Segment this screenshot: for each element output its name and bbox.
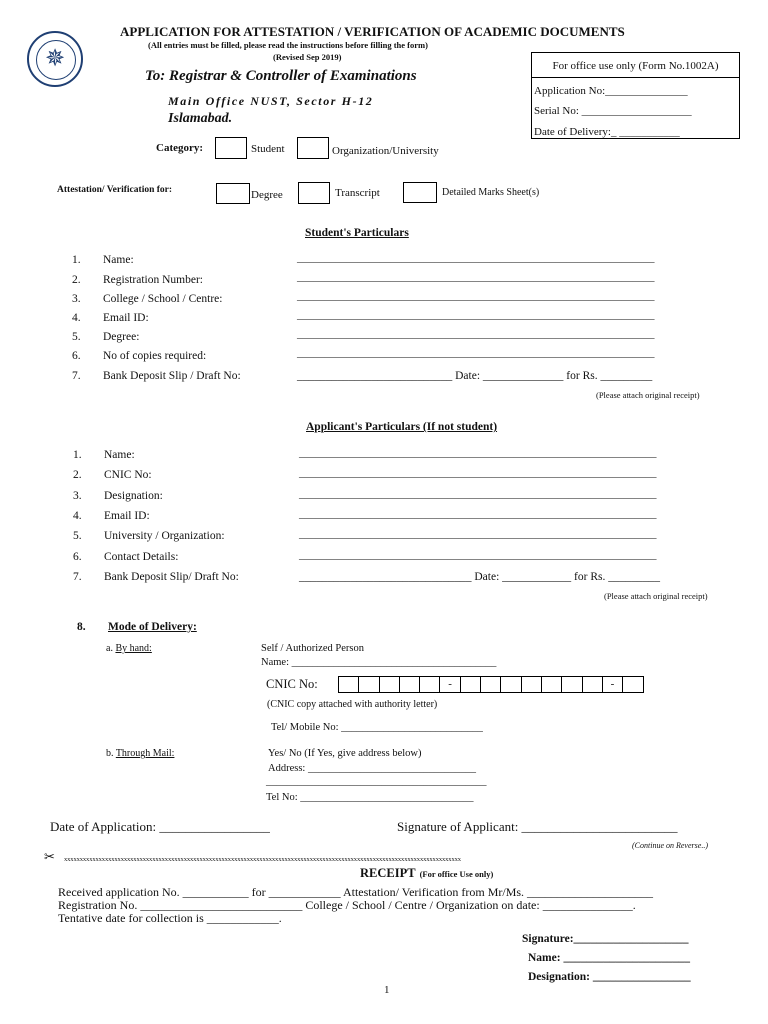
authorized-name-field[interactable]: Name: _______________________________________	[261, 657, 497, 668]
cnic-digit-cell[interactable]	[583, 677, 603, 692]
student-particulars-heading: Student's Particulars	[305, 227, 409, 239]
applicant-item-number: 7.	[73, 571, 82, 583]
addressee: To: Registrar & Controller of Examinations	[145, 68, 417, 84]
applicant-organization-label: University / Organization:	[104, 530, 225, 542]
student-item-number: 5.	[72, 331, 81, 343]
cnic-digit-cell[interactable]	[380, 677, 400, 692]
applicant-organization-field[interactable]: _________________________________________________________________	[299, 528, 657, 540]
office-city: Islamabad.	[168, 111, 233, 126]
student-name-label: Name:	[103, 254, 134, 266]
attestation-degree-label: Degree	[251, 189, 283, 201]
student-registration-label: Registration Number:	[103, 274, 203, 286]
serial-no-field: Serial No: ____________________	[534, 105, 692, 117]
cnic-copy-note: (CNIC copy attached with authority letter)	[267, 699, 438, 710]
category-organization-label: Organization/University	[332, 145, 439, 157]
student-college-field[interactable]: _________________________________________________________________	[297, 290, 655, 302]
attestation-marks-sheet-checkbox[interactable]	[403, 182, 437, 203]
student-item-number: 4.	[72, 312, 81, 324]
receipt-signature: Signature:____________________	[522, 933, 689, 945]
cnic-digit-cell[interactable]	[562, 677, 582, 692]
tel-mobile-field[interactable]: Tel/ Mobile No: ___________________________	[271, 722, 483, 733]
student-email-label: Email ID:	[103, 312, 149, 324]
mail-address-line-2[interactable]: __________________________________________	[266, 776, 487, 787]
applicant-name-field[interactable]: _________________________________________________________________	[299, 447, 657, 459]
applicant-particulars-heading: Applicant's Particulars (If not student)	[306, 421, 498, 433]
cnic-digit-cell[interactable]	[420, 677, 440, 692]
logo-emblem-icon: ✵	[44, 44, 66, 72]
continue-note: (Continue on Reverse..)	[632, 841, 708, 850]
applicant-cnic-field[interactable]: _________________________________________________________________	[299, 467, 657, 479]
student-copies-field[interactable]: _________________________________________________________________	[297, 347, 655, 359]
office-address: Main Office NUST, Sector H-12	[168, 94, 374, 108]
student-item-number: 7.	[72, 370, 81, 382]
through-mail-label: b. Through Mail:	[106, 748, 175, 759]
student-receipt-note: (Please attach original receipt)	[596, 390, 700, 400]
applicant-item-number: 4.	[73, 510, 82, 522]
mail-yes-no-option[interactable]: Yes/ No (If Yes, give address below)	[268, 748, 422, 759]
student-item-number: 1.	[72, 254, 81, 266]
delivery-item-number: 8.	[77, 621, 86, 633]
scissors-icon: ✂	[44, 850, 55, 865]
receipt-designation: Designation: _________________	[528, 971, 691, 983]
cnic-digit-cell[interactable]	[339, 677, 359, 692]
student-name-field[interactable]: _________________________________________________________________	[297, 252, 655, 264]
nust-logo	[27, 31, 83, 87]
student-copies-label: No of copies required:	[103, 350, 207, 362]
by-hand-label: a. By hand:	[106, 643, 152, 654]
applicant-email-field[interactable]: _________________________________________________________________	[299, 508, 657, 520]
cnic-digit-cell[interactable]	[522, 677, 542, 692]
category-organization-checkbox[interactable]	[297, 137, 329, 159]
cut-line: xxxxxxxxxxxxxxxxxxxxxxxxxxxxxxxxxxxxxxxxxxxxxxxxxxxxxxxxxxxxxxxxxxxxxxxxxxxxxxxxxxxxxxxxxxxxxxxxxxxxxxxxxxxxxxxxxxxxxxxxxxxxxx	[64, 856, 461, 863]
mail-tel-field[interactable]: Tel No: _________________________________	[266, 792, 474, 803]
cnic-dash-cell: -	[440, 677, 460, 692]
office-use-heading: For office use only (Form No.1002A)	[532, 53, 739, 78]
applicant-contact-label: Contact Details:	[104, 551, 179, 563]
receipt-line-1: Received application No. ___________ for ____________ Attestation/ Verification from Mr/Ms. _____________________	[58, 885, 654, 899]
cnic-digit-cell[interactable]	[359, 677, 379, 692]
cnic-digit-cell[interactable]	[481, 677, 501, 692]
cnic-input-grid[interactable]	[338, 676, 644, 693]
cnic-digit-cell[interactable]	[400, 677, 420, 692]
date-of-delivery-field: Date of Delivery:_ ___________	[534, 126, 680, 138]
cnic-digit-cell[interactable]	[461, 677, 481, 692]
cnic-label: CNIC No:	[266, 677, 318, 691]
attestation-transcript-checkbox[interactable]	[298, 182, 330, 204]
applicant-bank-deposit-field[interactable]: ______________________________ Date: ____________ for Rs. _________	[299, 571, 660, 583]
applicant-cnic-label: CNIC No:	[104, 469, 152, 481]
receipt-line-3: Tentative date for collection is ____________.	[58, 911, 282, 925]
cnic-digit-cell[interactable]	[623, 677, 643, 692]
student-item-number: 3.	[72, 293, 81, 305]
office-use-box	[531, 52, 740, 139]
form-title: APPLICATION FOR ATTESTATION / VERIFICATION OF ACADEMIC DOCUMENTS	[120, 24, 625, 39]
receipt-name: Name: ______________________	[528, 952, 690, 964]
date-of-application-field[interactable]: Date of Application: _________________	[50, 819, 270, 834]
self-authorized-option[interactable]: Self / Authorized Person	[261, 643, 364, 654]
applicant-designation-label: Designation:	[104, 490, 163, 502]
category-student-checkbox[interactable]	[215, 137, 247, 159]
attestation-degree-checkbox[interactable]	[216, 183, 250, 204]
applicant-receipt-note: (Please attach original receipt)	[604, 591, 708, 601]
applicant-name-label: Name:	[104, 449, 135, 461]
attestation-label: Attestation/ Verification for:	[57, 185, 173, 195]
applicant-item-number: 2.	[73, 469, 82, 481]
category-student-label: Student	[251, 143, 285, 155]
applicant-item-number: 5.	[73, 530, 82, 542]
attestation-transcript-label: Transcript	[335, 187, 380, 199]
applicant-item-number: 6.	[73, 551, 82, 563]
cnic-digit-cell[interactable]	[501, 677, 521, 692]
cnic-digit-cell[interactable]	[542, 677, 562, 692]
student-degree-field[interactable]: _________________________________________________________________	[297, 328, 655, 340]
student-item-number: 2.	[72, 274, 81, 286]
page-number: 1	[384, 984, 390, 996]
delivery-heading: Mode of Delivery:	[108, 621, 197, 633]
receipt-line-2: Registration No. ___________________________ College / School / Centre / Organization on date: _______________.	[58, 898, 636, 912]
attestation-marks-sheet-label: Detailed Marks Sheet(s)	[442, 187, 540, 198]
applicant-bank-deposit-label: Bank Deposit Slip/ Draft No:	[104, 571, 239, 583]
instructions-note: (All entries must be filled, please read the instructions before filling the form)	[148, 40, 428, 50]
application-no-field: Application No:_______________	[534, 85, 688, 97]
category-label: Category:	[156, 142, 204, 154]
applicant-contact-field[interactable]: _________________________________________________________________	[299, 549, 657, 561]
applicant-item-number: 3.	[73, 490, 82, 502]
student-registration-field[interactable]: _________________________________________________________________	[297, 271, 655, 283]
student-item-number: 6.	[72, 350, 81, 362]
cnic-dash-cell: -	[603, 677, 623, 692]
student-degree-label: Degree:	[103, 331, 140, 343]
student-email-field[interactable]: _________________________________________________________________	[297, 309, 655, 321]
signature-of-applicant-field[interactable]: Signature of Applicant: ________________________	[397, 819, 678, 834]
revision-note: (Revised Sep 2019)	[273, 52, 342, 62]
student-bank-deposit-label: Bank Deposit Slip / Draft No:	[103, 370, 241, 382]
applicant-item-number: 1.	[73, 449, 82, 461]
student-college-label: College / School / Centre:	[103, 293, 223, 305]
applicant-designation-field[interactable]: _________________________________________________________________	[299, 488, 657, 500]
student-bank-deposit-field[interactable]: ___________________________ Date: ______________ for Rs. _________	[297, 370, 653, 382]
receipt-heading: RECEIPT (For office Use only)	[360, 866, 494, 880]
applicant-email-label: Email ID:	[104, 510, 150, 522]
mail-address-field[interactable]: Address: ________________________________	[268, 763, 476, 774]
